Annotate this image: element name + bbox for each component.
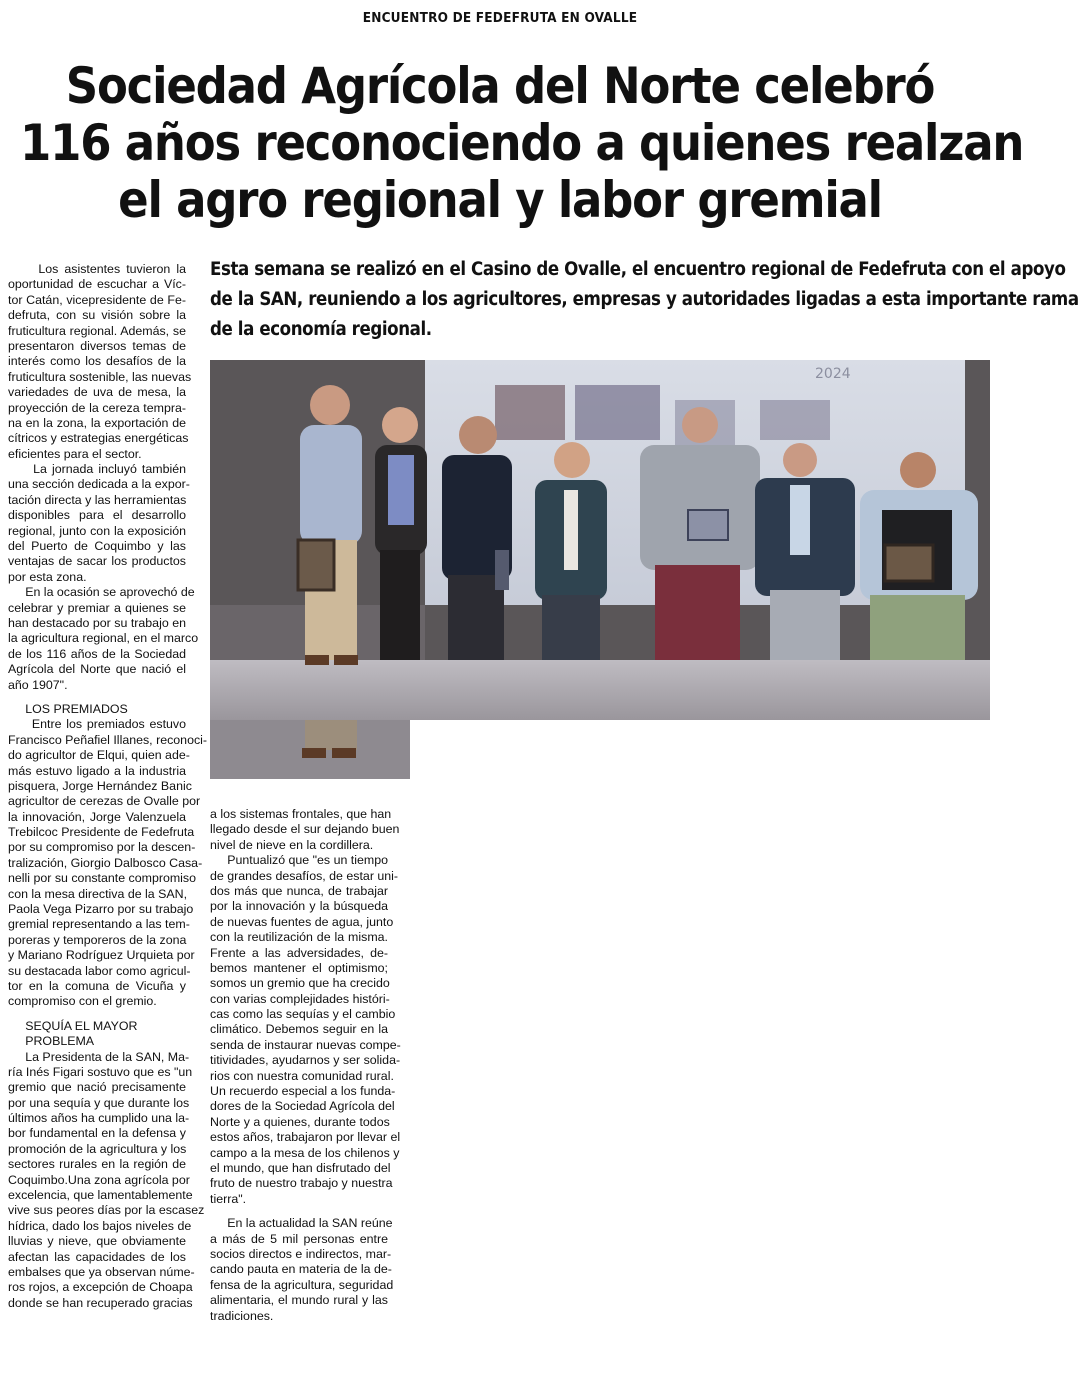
text-line: cando pauta en materia de la de- bbox=[210, 1262, 392, 1277]
text-line: de nuevas fuentes de agua, junto bbox=[210, 914, 394, 929]
paragraph-gap bbox=[8, 693, 186, 702]
text-line: socios directos e indirectos, mar- bbox=[210, 1246, 392, 1261]
text-line: na en la zona, la exportación de bbox=[8, 415, 186, 430]
text-line: ría Inés Figari sostuvo que es "un bbox=[8, 1064, 193, 1079]
lede-line: de la economía regional. bbox=[210, 319, 432, 340]
text-line: el mundo, que han disfrutado del bbox=[210, 1160, 391, 1175]
text-line: celebrar y premiar a quienes se bbox=[8, 600, 186, 615]
article-column-left bbox=[8, 262, 208, 1311]
text-line: disponibles para el desarrollo bbox=[8, 508, 186, 523]
text-line: senda de instaurar nuevas compe- bbox=[210, 1037, 401, 1052]
text-line: titividades, ayudarnos y ser solida- bbox=[210, 1053, 401, 1068]
text-line: climático. Debemos seguir en la bbox=[210, 1022, 388, 1037]
text-line: variedades de uva de mesa, la bbox=[8, 385, 186, 400]
text-line: Los asistentes tuvieron la bbox=[8, 262, 186, 276]
text-line: con la reutilización de la misma. bbox=[210, 930, 388, 945]
text-line: PROBLEMA bbox=[8, 1034, 95, 1049]
text-line: dos más que nunca, de trabajar bbox=[210, 883, 388, 898]
text-line: LOS PREMIADOS bbox=[8, 701, 128, 716]
text-line: oportunidad de escuchar a Víc- bbox=[8, 277, 186, 292]
text-line: afectan las capacidades de los bbox=[8, 1249, 186, 1264]
text-line: cas como las sequías y el cambio bbox=[210, 1007, 396, 1022]
text-line: somos un gremio que ha crecido bbox=[210, 976, 390, 991]
text-line: cítricos y estrategias energéticas bbox=[8, 431, 189, 446]
text-line: de grandes desafíos, de estar uni- bbox=[210, 868, 399, 883]
text-line: alimentaria, el mundo rural y las bbox=[210, 1293, 388, 1308]
text-line: por su compromiso por la descen- bbox=[8, 840, 196, 855]
text-line: tor en la comuna de Vicuña y bbox=[8, 978, 186, 993]
text-line: tralización, Giorgio Dalbosco Casa- bbox=[8, 855, 203, 870]
text-line: Trebilcoc Presidente de Fedefruta bbox=[8, 825, 195, 840]
text-line: Coquimbo.Una zona agrícola por bbox=[8, 1172, 190, 1187]
text-line: SEQUÍA EL MAYOR bbox=[8, 1018, 138, 1033]
text-line: sectores rurales en la región de bbox=[8, 1157, 186, 1172]
text-line: nivel de nieve en la cordillera. bbox=[210, 837, 374, 852]
text-line: la innovación, Jorge Valenzuela bbox=[8, 809, 186, 824]
text-line: bemos mantener el optimismo; bbox=[210, 960, 388, 975]
text-line: estos años, trabajaron por llevar el bbox=[210, 1130, 401, 1145]
text-line: de los 116 años de la Sociedad bbox=[8, 646, 186, 661]
text-line: proyección de la cereza tempra- bbox=[8, 400, 186, 415]
text-line: excelencia, que lamentablemente bbox=[8, 1188, 193, 1203]
text-line: llegado desde el sur dejando buen bbox=[210, 822, 400, 837]
text-line: con varias complejidades históri- bbox=[210, 991, 390, 1006]
text-line: rios con nuestra comunidad rural. bbox=[210, 1068, 394, 1083]
text-line: bor fundamental en la defensa y bbox=[8, 1126, 186, 1141]
lede-line: de la SAN, reuniendo a los agricultores, empresas y autoridades ligadas a esta importante rama bbox=[210, 289, 1079, 310]
article-headline bbox=[20, 57, 1024, 229]
text-line: tierra". bbox=[210, 1191, 247, 1206]
text-line: regional, junto con la exposición bbox=[8, 523, 186, 538]
text-line: Frente a las adversidades, de- bbox=[210, 945, 388, 960]
text-line: vive sus peores días por la escasez bbox=[8, 1203, 205, 1218]
text-line: eficientes para el sector. bbox=[8, 446, 142, 461]
event-photo-floor bbox=[210, 720, 410, 779]
text-line: la agricultura regional, en el marco bbox=[8, 631, 199, 646]
text-line: poreras y temporeros de la zona bbox=[8, 932, 187, 947]
person-1 bbox=[298, 385, 362, 665]
text-line: fensa de la agricultura, seguridad bbox=[210, 1277, 394, 1292]
text-line: La jornada incluyó también bbox=[8, 462, 186, 477]
paragraph-gap bbox=[210, 1207, 388, 1216]
text-line: pisquera, Jorge Hernández Banic bbox=[8, 778, 192, 793]
text-line: su destacada labor como agricul- bbox=[8, 963, 191, 978]
article-lede bbox=[210, 255, 1079, 345]
headline-line: Sociedad Agrícola del Norte celebró bbox=[65, 57, 935, 115]
section-kicker: ENCUENTRO DE FEDEFRUTA EN OVALLE bbox=[362, 10, 638, 26]
text-line: La Presidenta de la SAN, Ma- bbox=[8, 1049, 190, 1064]
text-line: del Puerto de Coquimbo y las bbox=[8, 539, 186, 554]
text-line: gremio que nació precisamente bbox=[8, 1080, 186, 1095]
text-line: con la mesa directiva de la SAN, bbox=[8, 886, 188, 901]
text-line: tor Catán, vicepresidente de Fe- bbox=[8, 292, 186, 307]
event-photo-illustration bbox=[210, 360, 990, 720]
text-line: a más de 5 mil personas entre bbox=[210, 1231, 388, 1246]
text-line: compromiso con el gremio. bbox=[8, 994, 157, 1009]
text-line: agricultor de cerezas de Ovalle por bbox=[8, 794, 201, 809]
text-line: ventajas de sacar los productos bbox=[8, 554, 186, 569]
text-line: Paola Vega Pizarro por su trabajo bbox=[8, 902, 194, 917]
text-line: embalses que ya observan núme- bbox=[8, 1265, 195, 1279]
text-line: gremial representando a las tem- bbox=[8, 917, 190, 932]
stage-floor bbox=[210, 660, 990, 720]
text-line: tradiciones. bbox=[210, 1308, 274, 1323]
text-line: y Mariano Rodríguez Urquieta por bbox=[8, 948, 195, 963]
text-line: defruta, con su visión sobre la bbox=[8, 308, 186, 323]
text-line: Francisco Peñafiel Illanes, reconoci- bbox=[8, 732, 208, 747]
text-line: Puntualizó que "es un tiempo bbox=[210, 853, 388, 868]
text-line: donde se han recuperado gracias bbox=[8, 1295, 193, 1310]
text-line: interés como los desafíos de la bbox=[8, 354, 186, 369]
text-line: nelli por su constante compromiso bbox=[8, 871, 197, 886]
text-line: promoción de la agricultura y los bbox=[8, 1141, 187, 1156]
article-column-middle bbox=[210, 807, 401, 1324]
headline-line: el agro regional y labor gremial bbox=[118, 171, 882, 229]
text-line: a los sistemas frontales, que han bbox=[210, 807, 392, 821]
text-line: fruticultura sostenible, las nuevas bbox=[8, 369, 192, 384]
text-line: tación directa y las herramientas bbox=[8, 492, 187, 507]
headline-line: 116 años reconociendo a quienes realzan bbox=[20, 114, 1024, 172]
text-line: por esta zona. bbox=[8, 569, 87, 584]
text-line: fruticultura regional. Además, se bbox=[8, 323, 186, 338]
lede-line: Esta semana se realizó en el Casino de Ovalle, el encuentro regional de Fedefruta con el apoyo bbox=[210, 259, 1066, 280]
text-line: Agrícola del Norte que nació el bbox=[8, 662, 186, 677]
text-line: por la innovación y la búsqueda bbox=[210, 899, 388, 914]
text-line: En la ocasión se aprovechó de bbox=[8, 585, 195, 600]
text-line: En la actualidad la SAN reúne bbox=[210, 1216, 393, 1231]
text-line: fruto de nuestro trabajo y nuestra bbox=[210, 1176, 393, 1191]
text-line: lluvias y nieve, que obviamente bbox=[8, 1234, 186, 1249]
event-photo-lower-extension bbox=[210, 720, 410, 779]
text-line: campo a la mesa de los chilenos y bbox=[210, 1145, 400, 1160]
text-line: han destacado por su trabajo en bbox=[8, 615, 186, 630]
text-line: por una sequía y que durante los bbox=[8, 1095, 190, 1110]
paragraph-gap bbox=[8, 1010, 186, 1019]
text-line: más estuvo ligado a la industria bbox=[8, 763, 186, 778]
text-line: Un recuerdo especial a los funda- bbox=[210, 1084, 396, 1099]
text-line: hídrica, dado los bajos niveles de bbox=[8, 1218, 192, 1233]
text-line: Norte y a quienes, durante todos bbox=[210, 1114, 390, 1129]
screen-year-text: 2024 bbox=[815, 366, 851, 382]
text-line: do agricultor de Elqui, quien ade- bbox=[8, 748, 190, 763]
event-photo bbox=[210, 360, 990, 720]
text-line: ros rojos, a excepción de Choapa bbox=[8, 1280, 193, 1295]
text-line: una sección dedicada a la expor- bbox=[8, 477, 190, 492]
text-line: Entre los premiados estuvo bbox=[8, 717, 186, 732]
text-line: dores de la Sociedad Agrícola del bbox=[210, 1099, 395, 1114]
text-line: presentaron diversos temas de bbox=[8, 338, 186, 353]
text-line: año 1907". bbox=[8, 677, 68, 692]
text-line: últimos años ha cumplido una la- bbox=[8, 1111, 190, 1126]
